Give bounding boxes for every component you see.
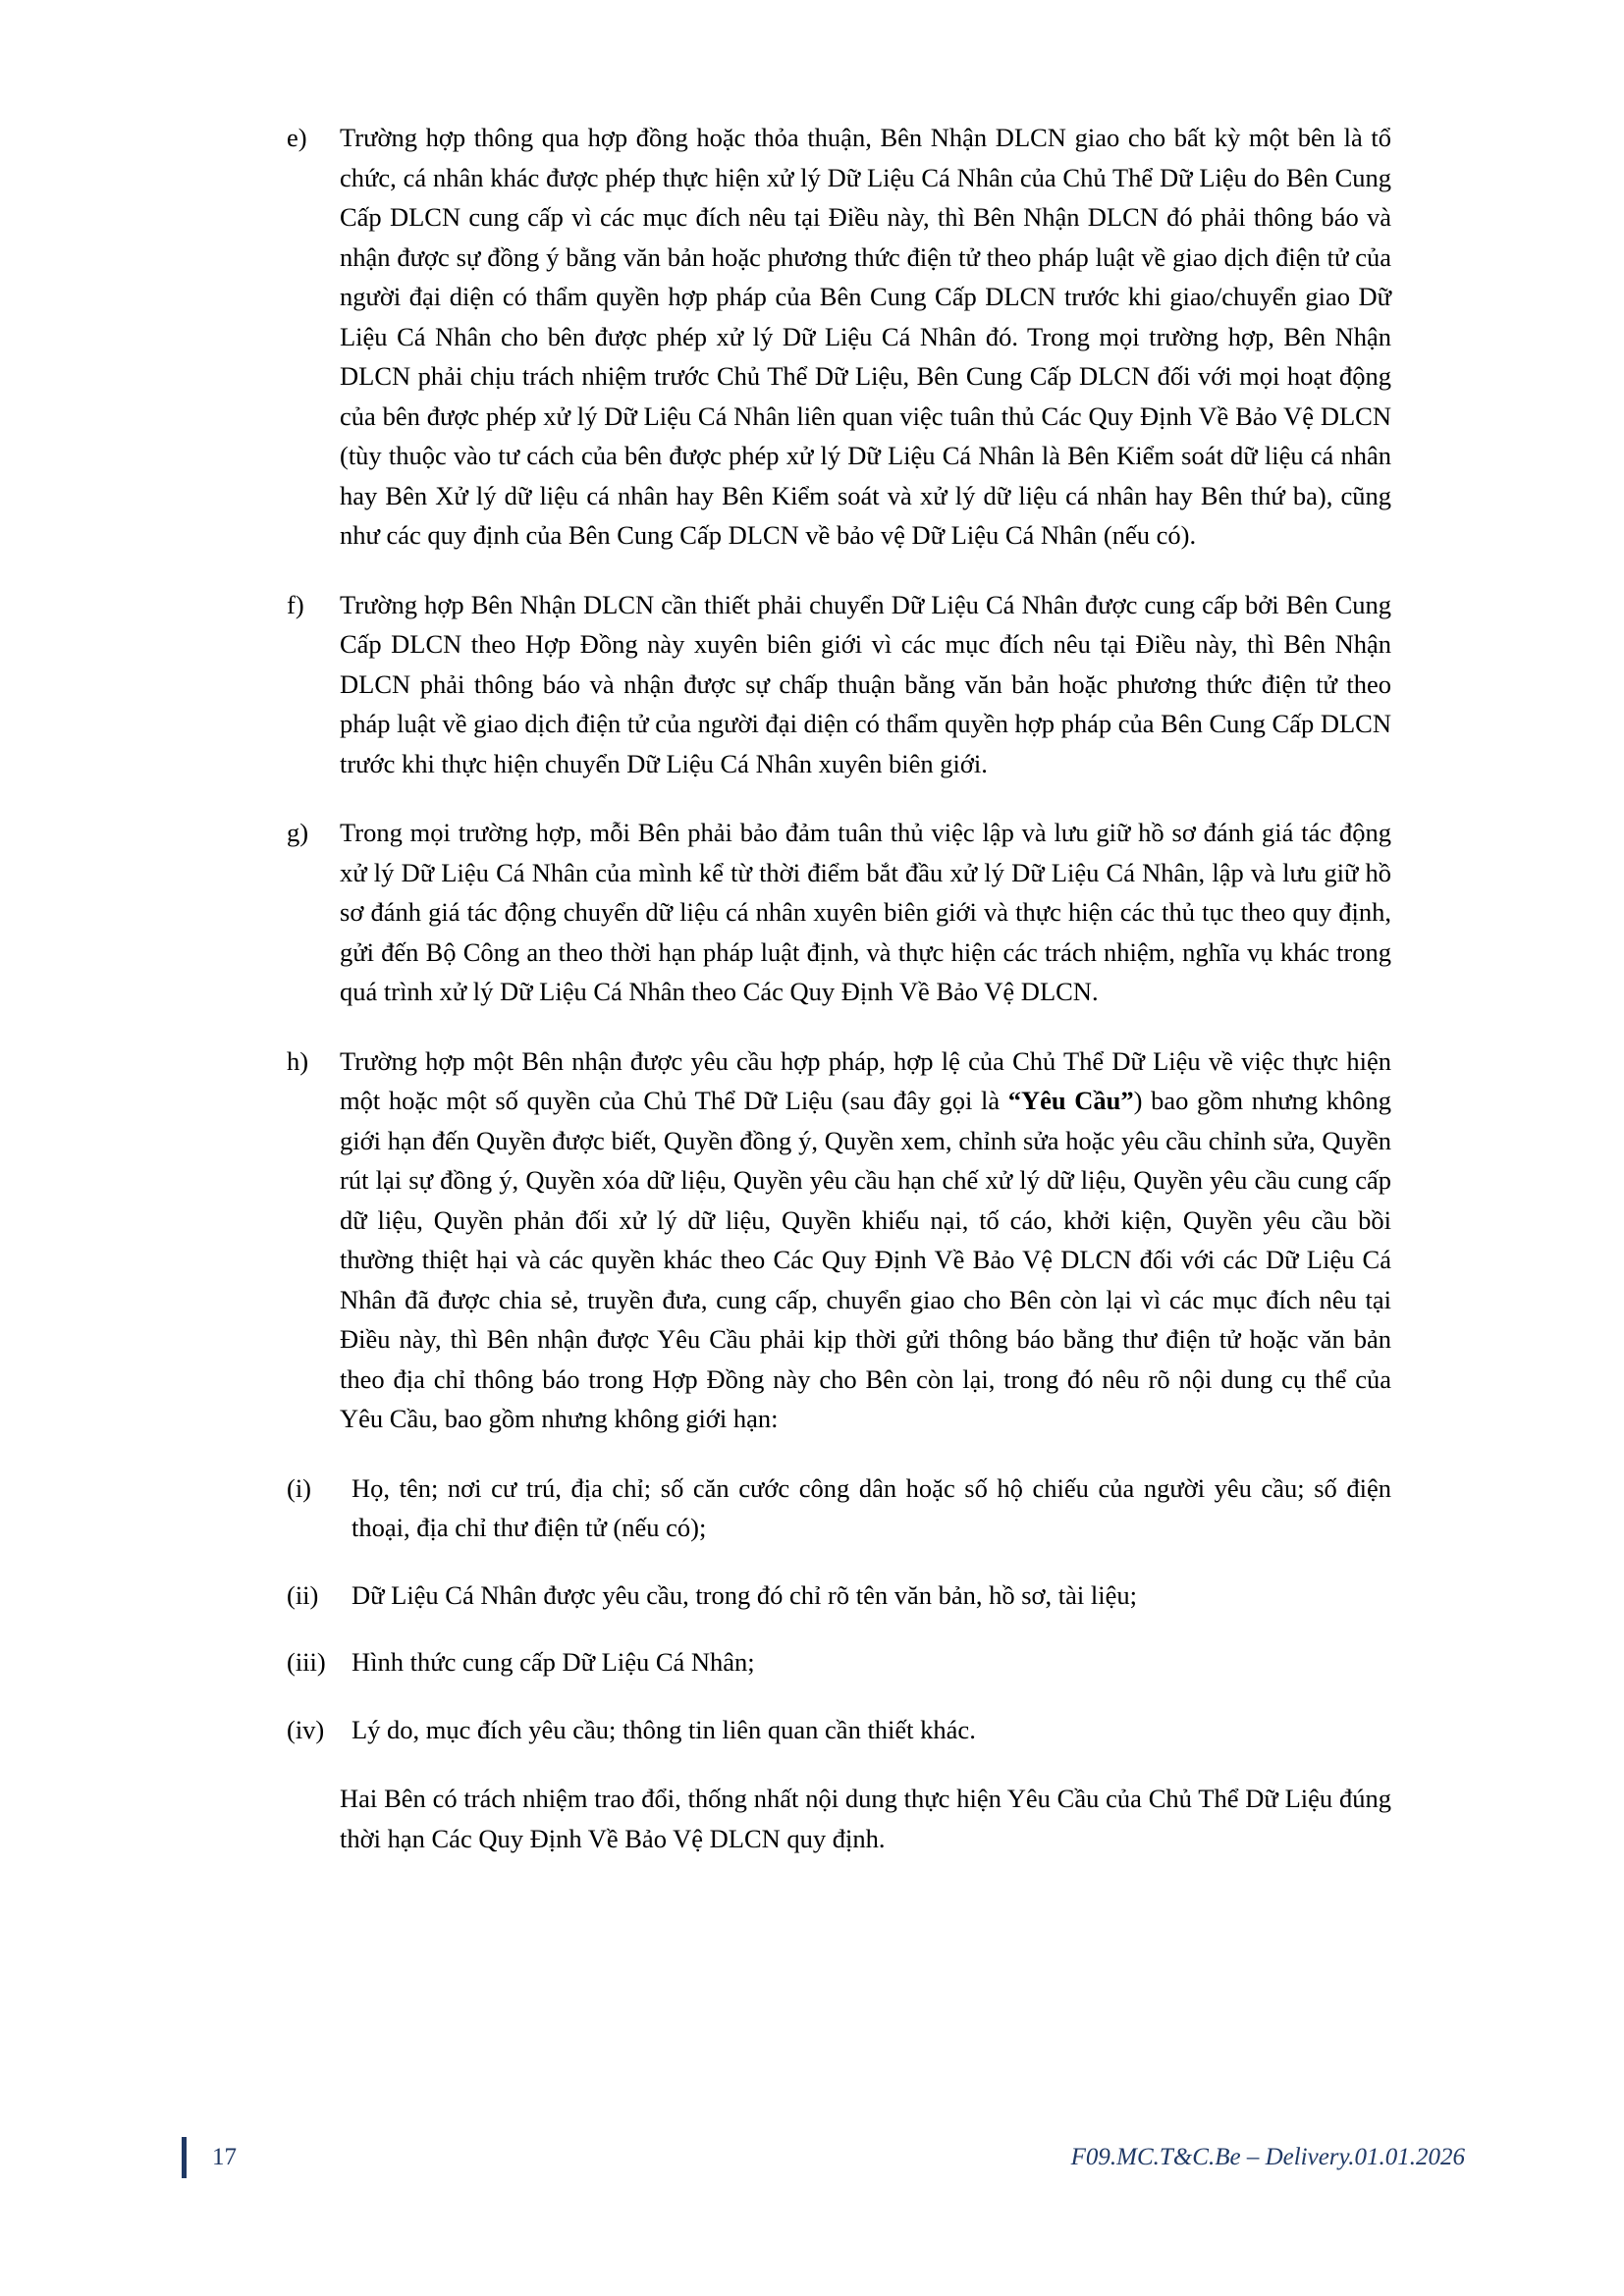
- subclause-text: Hình thức cung cấp Dữ Liệu Cá Nhân;: [352, 1647, 755, 1677]
- page-footer: [147, 2135, 1477, 2180]
- clause-text: [340, 1041, 1391, 1439]
- subclause-marker: (ii): [287, 1579, 319, 1610]
- clause-g: [233, 813, 1391, 1012]
- subclause-marker: (iv): [287, 1714, 325, 1744]
- subclause-text: Dữ Liệu Cá Nhân được yêu cầu, trong đó chỉ rõ tên văn bản, hồ sơ, tài liệu;: [352, 1579, 1138, 1610]
- clause-text: Trường hợp thông qua hợp đồng hoặc thỏa thuận, Bên Nhận DLCN giao cho bất kỳ một bên là tổ chức, cá nhân khác được phép thực hiện xử lý Dữ Liệu Cá Nhân của Chủ Thể Dữ Liệu do Bên Cung Cấp DLCN cung cấp vì các mục đích nêu tại Điều này, thì Bên Nhận DLCN đó phải thông báo và nhận được sự đồng ý bằng văn bản hoặc phương thức điện tử theo pháp luật về giao dịch điện tử của người đại diện có thẩm quyền hợp pháp của Bên Cung Cấp DLCN trước khi giao/chuyển giao Dữ Liệu Cá Nhân cho bên được phép xử lý Dữ Liệu Cá Nhân đó. Trong mọi trường hợp, Bên Nhận DLCN phải chịu trách nhiệm trước Chủ Thể Dữ Liệu, Bên Cung Cấp DLCN đối với mọi hoạt động của bên được phép xử lý Dữ Liệu Cá Nhân liên quan việc tuân thủ Các Quy Định Về Bảo Vệ DLCN (tùy thuộc vào tư cách của bên được phép xử lý Dữ Liệu Cá Nhân là Bên Kiểm soát dữ liệu cá nhân hay Bên Xử lý dữ liệu cá nhân hay Bên Kiểm soát và xử lý dữ liệu cá nhân hay Bên thứ ba), cũng như các quy định của Bên Cung Cấp DLCN về bảo vệ Dữ Liệu Cá Nhân (nếu có).: [340, 123, 1391, 550]
- subclause-ii: [233, 1575, 1391, 1616]
- subclause-iii: [233, 1642, 1391, 1682]
- clause-h-part2: ) bao gồm nhưng không giới hạn đến Quyền được biết, Quyền đồng ý, Quyền xem, chỉnh sửa hoặc yêu cầu chỉnh sửa, Quyền rút lại sự đồng ý, Quyền xóa dữ liệu, Quyền yêu cầu hạn chế xử lý dữ liệu, Quyền yêu cầu cung cấp dữ liệu, Quyền phản đối xử lý dữ liệu, Quyền khiếu nại, tố cáo, khởi kiện, Quyền yêu cầu bồi thường thiệt hại và các quyền khác theo Các Quy Định Về Bảo Vệ DLCN đối với các Dữ Liệu Cá Nhân đã được chia sẻ, truyền đưa, cung cấp, chuyển giao cho Bên còn lại vì các mục đích nêu tại Điều này, thì Bên nhận được Yêu Cầu phải kịp thời gửi thông báo bằng thư điện tử hoặc văn bản theo địa chỉ thông báo trong Hợp Đồng này cho Bên còn lại, trong đó nêu rõ nội dung cụ thể của Yêu Cầu, bao gồm nhưng không giới hạn:: [340, 1086, 1392, 1433]
- clause-h: [233, 1041, 1391, 1439]
- subclause-marker: (i): [287, 1472, 312, 1503]
- clause-e: [233, 118, 1391, 556]
- subclause-text: Họ, tên; nơi cư trú, địa chỉ; số căn cước công dân hoặc số hộ chiếu của người yêu cầu; số điện thoại, địa chỉ thư điện tử (nếu có);: [352, 1472, 1391, 1542]
- clause-text: Trường hợp Bên Nhận DLCN cần thiết phải chuyển Dữ Liệu Cá Nhân được cung cấp bởi Bên Cung Cấp DLCN theo Hợp Đồng này xuyên biên giới vì các mục đích nêu tại Điều này, thì Bên Nhận DLCN phải thông báo và nhận được sự chấp thuận bằng văn bản hoặc phương thức điện tử theo pháp luật về giao dịch điện tử của người đại diện có thẩm quyền hợp pháp của Bên Cung Cấp DLCN trước khi thực hiện chuyển Dữ Liệu Cá Nhân xuyên biên giới.: [340, 589, 1391, 778]
- clause-marker: e): [287, 123, 307, 152]
- clause-h-closing-paragraph: Hai Bên có trách nhiệm trao đổi, thống nhất nội dung thực hiện Yêu Cầu của Chủ Thể Dữ Liệu đúng thời hạn Các Quy Định Về Bảo Vệ DLCN quy định.: [340, 1784, 1391, 1853]
- clause-marker: f): [287, 589, 304, 619]
- subclause-marker: (iii): [287, 1647, 326, 1677]
- clause-marker: h): [287, 1045, 309, 1076]
- subclause-i: [233, 1468, 1391, 1548]
- clause-f: [233, 585, 1391, 784]
- subclause-iv: [233, 1710, 1391, 1750]
- clause-text: Trong mọi trường hợp, mỗi Bên phải bảo đảm tuân thủ việc lập và lưu giữ hồ sơ đánh giá tác động xử lý Dữ Liệu Cá Nhân của mình kể từ thời điểm bắt đầu xử lý Dữ Liệu Cá Nhân, lập và lưu giữ hồ sơ đánh giá tác động chuyển dữ liệu cá nhân xuyên biên giới và thực hiện các thủ tục theo quy định, gửi đến Bộ Công an theo thời hạn pháp luật định, và thực hiện các trách nhiệm, nghĩa vụ khác trong quá trình xử lý Dữ Liệu Cá Nhân theo Các Quy Định Về Bảo Vệ DLCN.: [340, 818, 1391, 1006]
- page-number: 17: [212, 2144, 237, 2170]
- clause-marker: g): [287, 818, 309, 847]
- clause-h-part1: Trường hợp một Bên nhận được yêu cầu hợp pháp, hợp lệ của Chủ Thể Dữ Liệu về việc thực hiện một hoặc một số quyền của Chủ Thể Dữ Liệu (sau đây gọi là: [340, 1045, 1391, 1115]
- footer-accent-rule: [182, 2137, 187, 2178]
- document-reference: F09.MC.T&C.Be – Delivery.01.01.2026: [1070, 2144, 1465, 2170]
- defined-term-yeu-cau: “Yêu Cầu”: [1007, 1086, 1134, 1115]
- subclause-text: Lý do, mục đích yêu cầu; thông tin liên quan cần thiết khác.: [352, 1714, 976, 1744]
- page-content: [233, 118, 1391, 1858]
